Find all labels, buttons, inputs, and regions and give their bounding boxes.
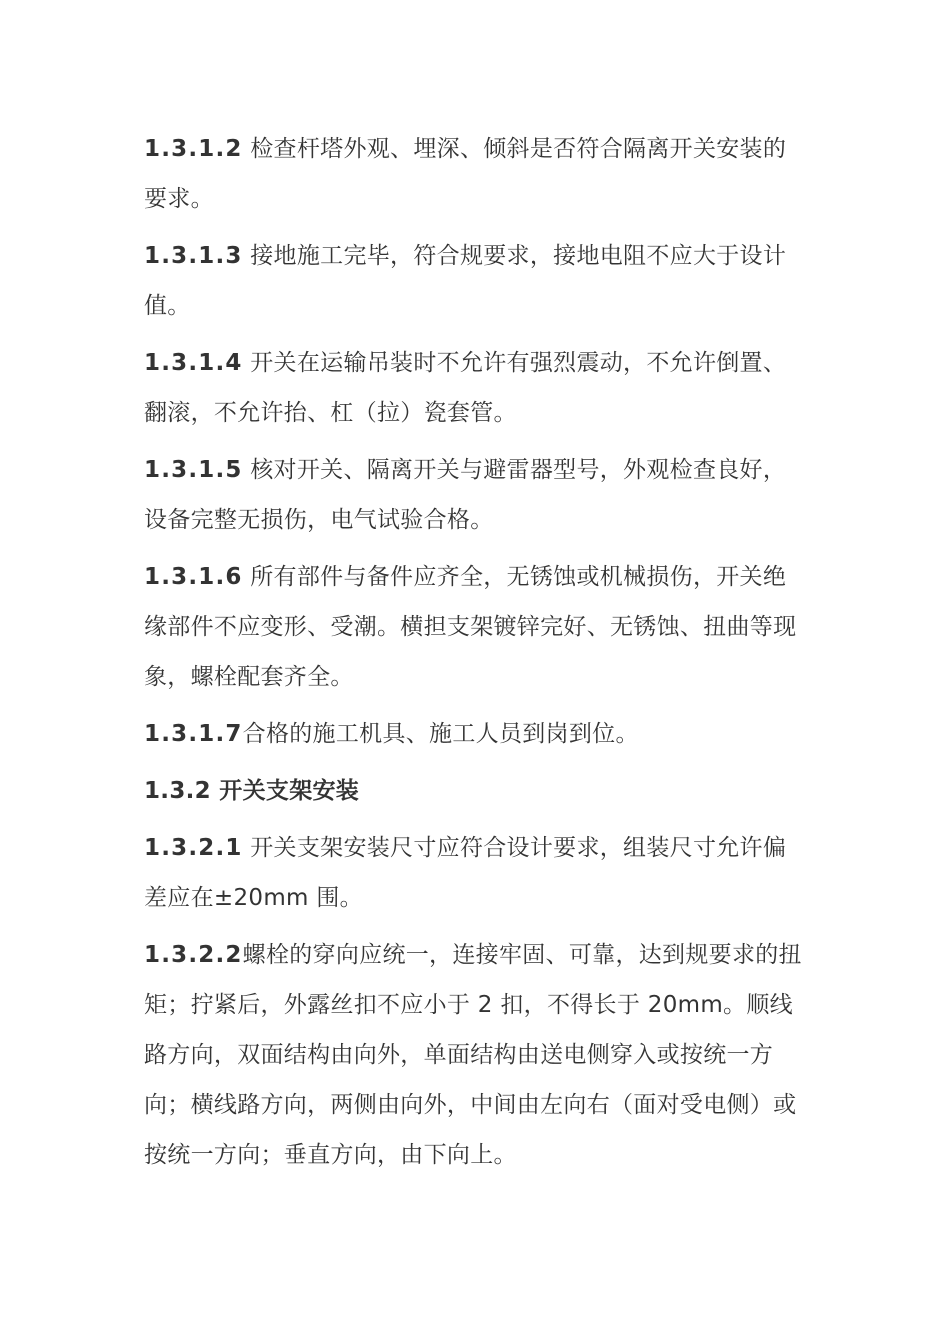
clause-text: 开关在运输吊装时不允许有强烈震动，不允许倒置、翻滚，不允许抬、杠（拉）瓷套管。: [144, 350, 787, 426]
paragraph-1-3-1-4: [144, 338, 809, 438]
clause-text: 螺栓的穿向应统一，连接牢固、可靠，达到规要求的扭矩；拧紧后，外露丝扣不应小于 2 扣，不得长于 20mm。顺线路方向，双面结构由向外，单面结构由送电侧穿入或按统一方向；横线路方向，两侧由向外，中间由左向右（面对受电侧）或按统一方向；垂直方向，由下向上。: [144, 942, 802, 1168]
paragraph-1-3-1-6: [144, 552, 809, 702]
document-page: [144, 124, 809, 1187]
paragraph-1-3-1-3: [144, 231, 809, 331]
clause-number: 1.3.2.2: [144, 942, 243, 968]
clause-number: 1.3.1.4: [144, 350, 243, 376]
clause-text: 接地施工完毕，符合规要求，接地电阻不应大于设计值。: [144, 243, 787, 319]
clause-text: 检查杆塔外观、埋深、倾斜是否符合隔离开关安装的要求。: [144, 136, 787, 212]
paragraph-1-3-1-5: [144, 445, 809, 545]
clause-text: 开关支架安装尺寸应符合设计要求，组装尺寸允许偏差应在±20mm 围。: [144, 835, 787, 911]
clause-number: 1.3.1.3: [144, 243, 243, 269]
clause-text: 所有部件与备件应齐全，无锈蚀或机械损伤，开关绝缘部件不应变形、受潮。横担支架镀锌完好、无锈蚀、扭曲等现象，螺栓配套齐全。: [144, 564, 797, 690]
paragraph-1-3-2-2: [144, 930, 809, 1180]
paragraph-1-3-1-7: [144, 709, 809, 759]
clause-number: 1.3.2.1: [144, 835, 243, 861]
clause-number: 1.3.1.5: [144, 457, 243, 483]
paragraph-1-3-1-2: [144, 124, 809, 224]
clause-number: 1.3.1.6: [144, 564, 243, 590]
section-heading: 1.3.2 开关支架安装: [144, 778, 360, 804]
clause-text: 核对开关、隔离开关与避雷器型号，外观检查良好，设备完整无损伤，电气试验合格。: [144, 457, 787, 533]
clause-number: 1.3.1.2: [144, 136, 243, 162]
clause-text: 合格的施工机具、施工人员到岗到位。: [242, 721, 639, 747]
paragraph-1-3-2-1: [144, 823, 809, 923]
clause-number: 1.3.1.7: [144, 721, 243, 747]
